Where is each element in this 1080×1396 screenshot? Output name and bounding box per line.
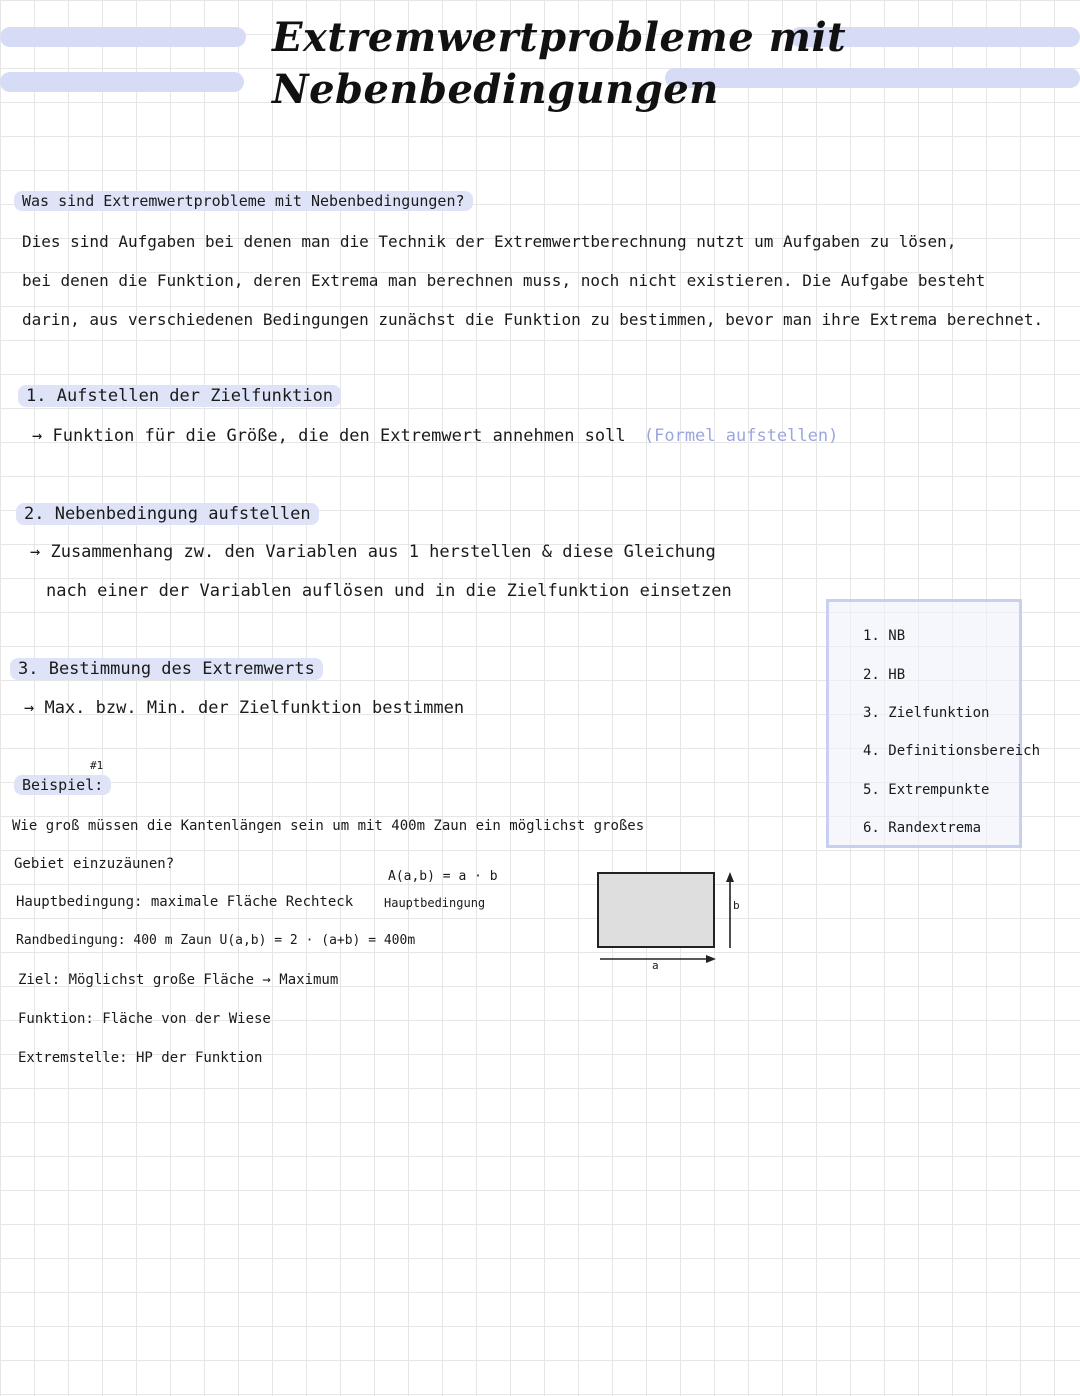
intro-line-2: bei denen die Funktion, deren Extrema man berechnen muss, noch nicht existieren. Die Aufgabe besteht [22,271,986,290]
step-2-heading [16,503,319,525]
summary-item-6: 6. Randextrema [863,820,982,836]
example-question-2: Gebiet einzuzäunen? [14,856,175,872]
step-1-heading [18,385,341,407]
formula-area: A(a,b) = a · b [388,869,498,884]
example-heading-text: Beispiel: [14,775,111,795]
step-1-note: (Formel aufstellen) [643,426,839,446]
example-line-5: Extremstelle: HP der Funktion [18,1050,263,1066]
example-line-2: Randbedingung: 400 m Zaun U(a,b) = 2 · (a+b) = 400m [16,933,416,948]
example-question-1: Wie groß müssen die Kantenlängen sein um mit 400m Zaun ein möglichst großes [12,818,645,834]
step-3-heading [10,658,323,680]
intro-heading-text: Was sind Extremwertprobleme mit Nebenbedingungen? [14,191,473,211]
intro-line-3: darin, aus verschiedenen Bedingungen zunächst die Funktion zu bestimmen, bevor man ihre Extrema berechnet. [22,310,1044,329]
page-title-line-2: Nebenbedingungen [272,66,719,113]
example-line-3: Ziel: Möglichst große Fläche → Maximum [18,972,339,988]
title-bar-left-2 [0,72,244,92]
title-bar-left-1 [0,27,246,47]
arrow-b-head [726,872,734,882]
page-title-line-1: Extremwertprobleme mit [272,14,847,61]
example-line-4: Funktion: Fläche von der Wiese [18,1011,271,1027]
step-3-heading-text: 3. Bestimmung des Extremwerts [10,658,323,680]
intro-heading [14,191,473,211]
example-line-1: Hauptbedingung: maximale Fläche Rechteck [16,894,354,910]
dimension-arrows [590,868,750,978]
intro-line-1: Dies sind Aufgaben bei denen man die Technik der Extremwertberechnung nutzt um Aufgaben zu lösen, [22,232,957,251]
title-bar-right-2 [665,68,1080,88]
diagram-label-a: a [652,959,659,972]
summary-item-5: 5. Extrempunkte [863,782,990,798]
step-1-heading-text: 1. Aufstellen der Zielfunktion [18,385,341,407]
step-1-line-text: → Funktion für die Größe, die den Extremwert annehmen soll [32,426,626,446]
summary-item-2: 2. HB [863,667,906,683]
step-1-line-1 [32,426,838,446]
step-2-heading-text: 2. Nebenbedingung aufstellen [16,503,319,525]
summary-item-1: 1. NB [863,628,906,644]
summary-item-4: 4. Definitionsbereich [863,743,1041,759]
example-heading [14,775,111,795]
step-2-line-2: nach einer der Variablen auflösen und in die Zielfunktion einsetzen [46,581,732,601]
formula-area-label: Hauptbedingung [384,896,486,910]
example-marker: #1 [90,759,104,772]
summary-item-3: 3. Zielfunktion [863,705,990,721]
step-3-line-1: → Max. bzw. Min. der Zielfunktion bestimmen [24,698,465,718]
arrow-a-head [706,955,716,963]
step-2-line-1: → Zusammenhang zw. den Variablen aus 1 herstellen & diese Gleichung [30,542,716,562]
summary-box [826,599,1041,848]
diagram-label-b: b [733,899,740,912]
